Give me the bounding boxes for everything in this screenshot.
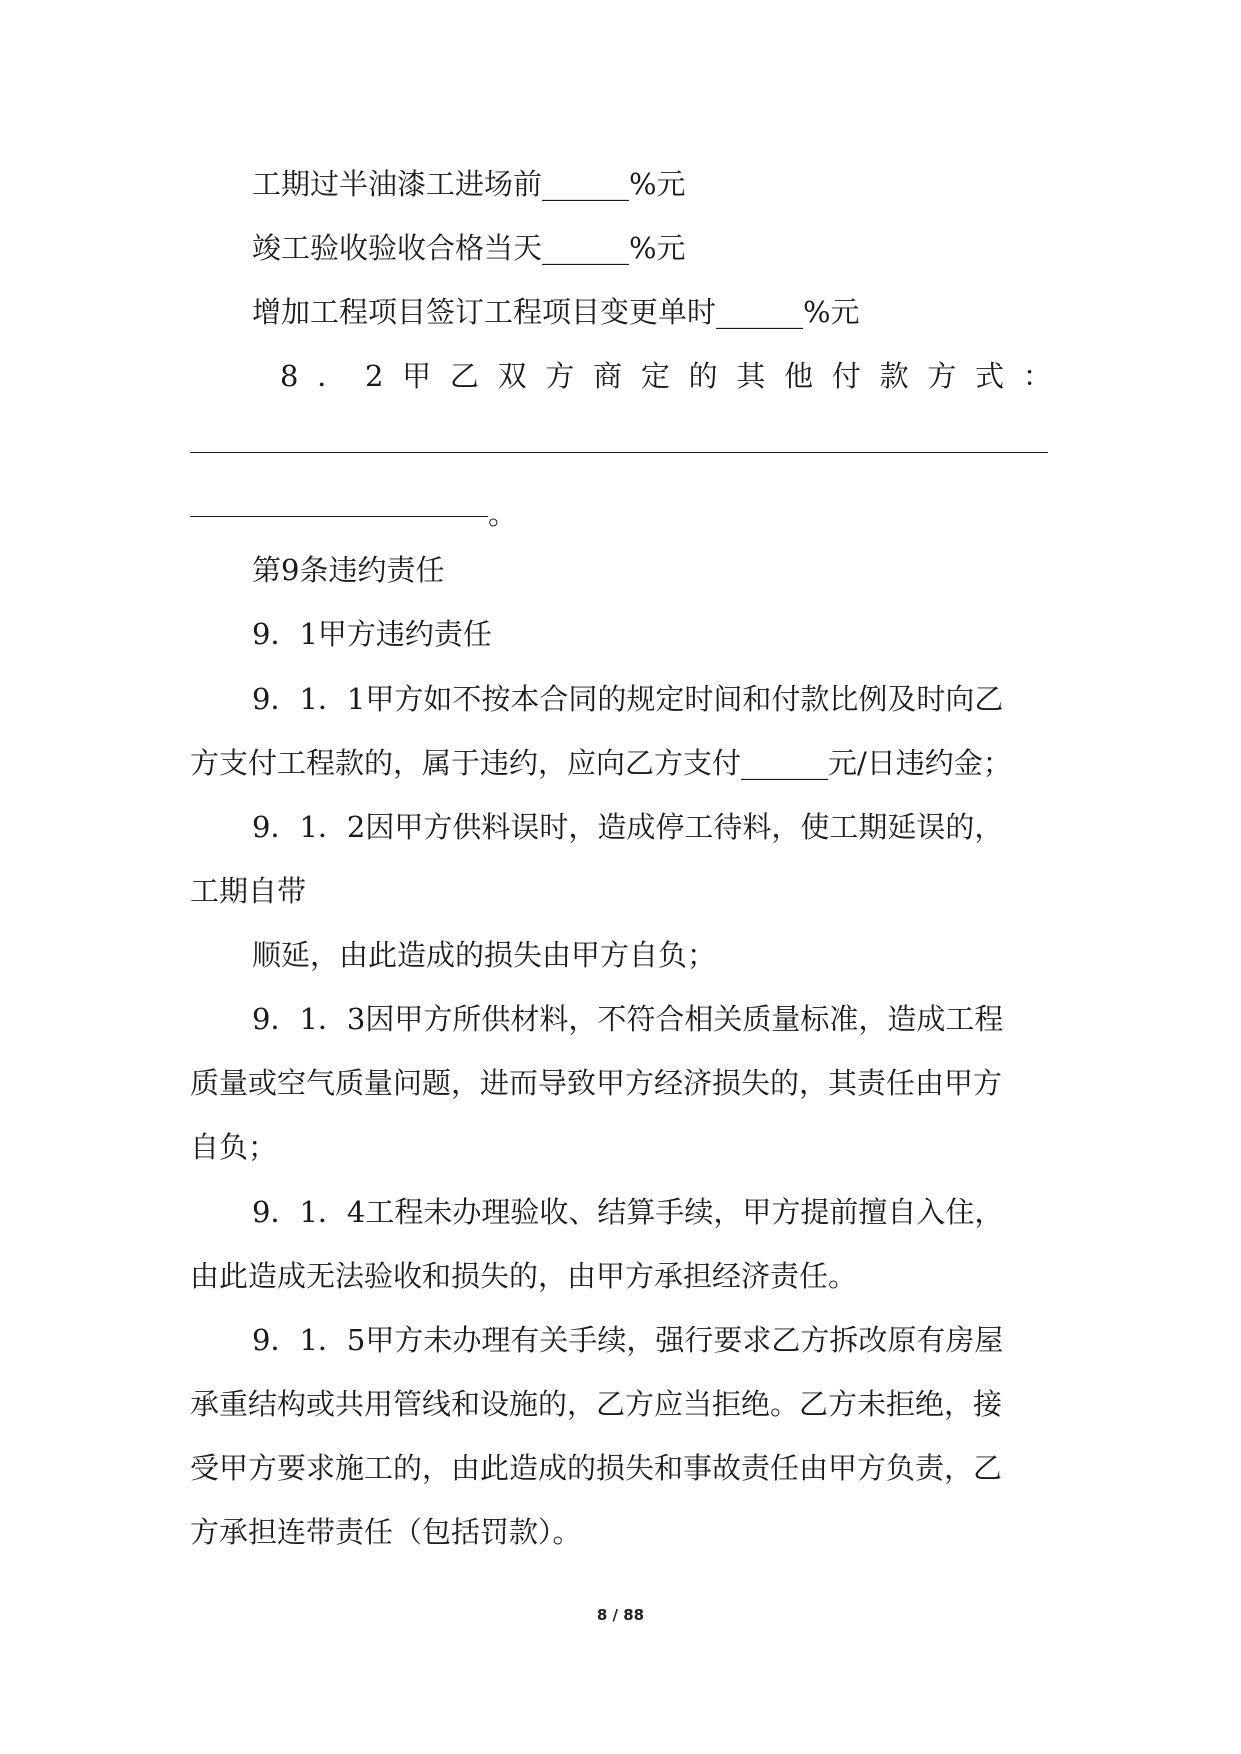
blank-end-mark: 。 (488, 497, 518, 531)
clause-8-2-char: 款 (879, 359, 909, 393)
clause-9-1-3-line1: 9．1．3因甲方所供材料，不符合相关质量标准，造成工程 (252, 1002, 1004, 1036)
clause-8-2-char: ． (317, 359, 347, 393)
clause-8-2-char: 其 (736, 359, 766, 393)
clause-9-1-2-line2: 工期自带 (190, 874, 307, 908)
clause-8-2-char: 2 (364, 359, 384, 393)
clause-9-1-3-line2: 质量或空气质量问题，进而导致甲方经济损失的，其责任由甲方 (190, 1066, 1003, 1100)
clause-8-2-char: 乙 (449, 359, 479, 393)
clause-9-1-5-line4: 方承担连带责任（包括罚款）。 (190, 1515, 582, 1549)
clause-8-2-char: 付 (831, 359, 861, 393)
clause-8-2-char: 定 (640, 359, 670, 393)
clause-8-2-char: 他 (784, 359, 814, 393)
clause-9-1-title: 9．1甲方违约责任 (252, 617, 492, 651)
clause-9-1-4-line2: 由此造成无法验收和损失的，由甲方承担经济责任。 (190, 1259, 858, 1293)
blank-fill-line (190, 516, 488, 517)
page-number: 8 / 88 (596, 1606, 645, 1624)
clause-9-1-5-line1: 9．1．5甲方未办理有关手续，强行要求乙方拆改原有房屋 (252, 1323, 1004, 1357)
clause-8-2-heading (280, 356, 1052, 396)
clause-8-2-char: ： (1022, 359, 1052, 393)
clause-8-2-char: 的 (688, 359, 718, 393)
payment-stage-acceptance: 竣工验收验收合格当天______%元 (252, 231, 686, 265)
clause-8-2-char: 双 (497, 359, 527, 393)
clause-8-2-char: 式 (975, 359, 1005, 393)
blank-fill-line (190, 452, 1048, 453)
clause-9-1-4-line1: 9．1．4工程未办理验收、结算手续，甲方提前擅自入住， (252, 1195, 1004, 1229)
clause-9-1-1-line2: 方支付工程款的，属于违约，应向乙方支付______元/日违约金； (190, 746, 1012, 780)
clause-8-2-char: 方 (927, 359, 957, 393)
clause-9-1-2-line3: 顺延，由此造成的损失由甲方自负； (252, 938, 717, 972)
clause-8-2-char: 商 (593, 359, 623, 393)
clause-8-2-char: 甲 (402, 359, 432, 393)
clause-9-1-1-line1: 9．1．1甲方如不按本合同的规定时间和付款比例及时向乙 (252, 682, 1004, 716)
article-9-title: 第9条违约责任 (252, 553, 445, 587)
payment-stage-change-order: 增加工程项目签订工程项目变更单时______%元 (252, 295, 860, 329)
clause-9-1-3-line3: 自负； (190, 1130, 278, 1164)
clause-9-1-5-line3: 受甲方要求施工的，由此造成的损失和事故责任由甲方负责，乙 (190, 1451, 1003, 1485)
clause-9-1-5-line2: 承重结构或共用管线和设施的，乙方应当拒绝。乙方未拒绝，接 (190, 1387, 1003, 1421)
clause-8-2-char: 方 (545, 359, 575, 393)
clause-8-2-char: 8 (280, 359, 299, 393)
payment-stage-paint: 工期过半油漆工进场前______%元 (252, 167, 686, 201)
clause-9-1-2-line1: 9．1．2因甲方供料误时，造成停工待料，使工期延误的， (252, 810, 1004, 844)
